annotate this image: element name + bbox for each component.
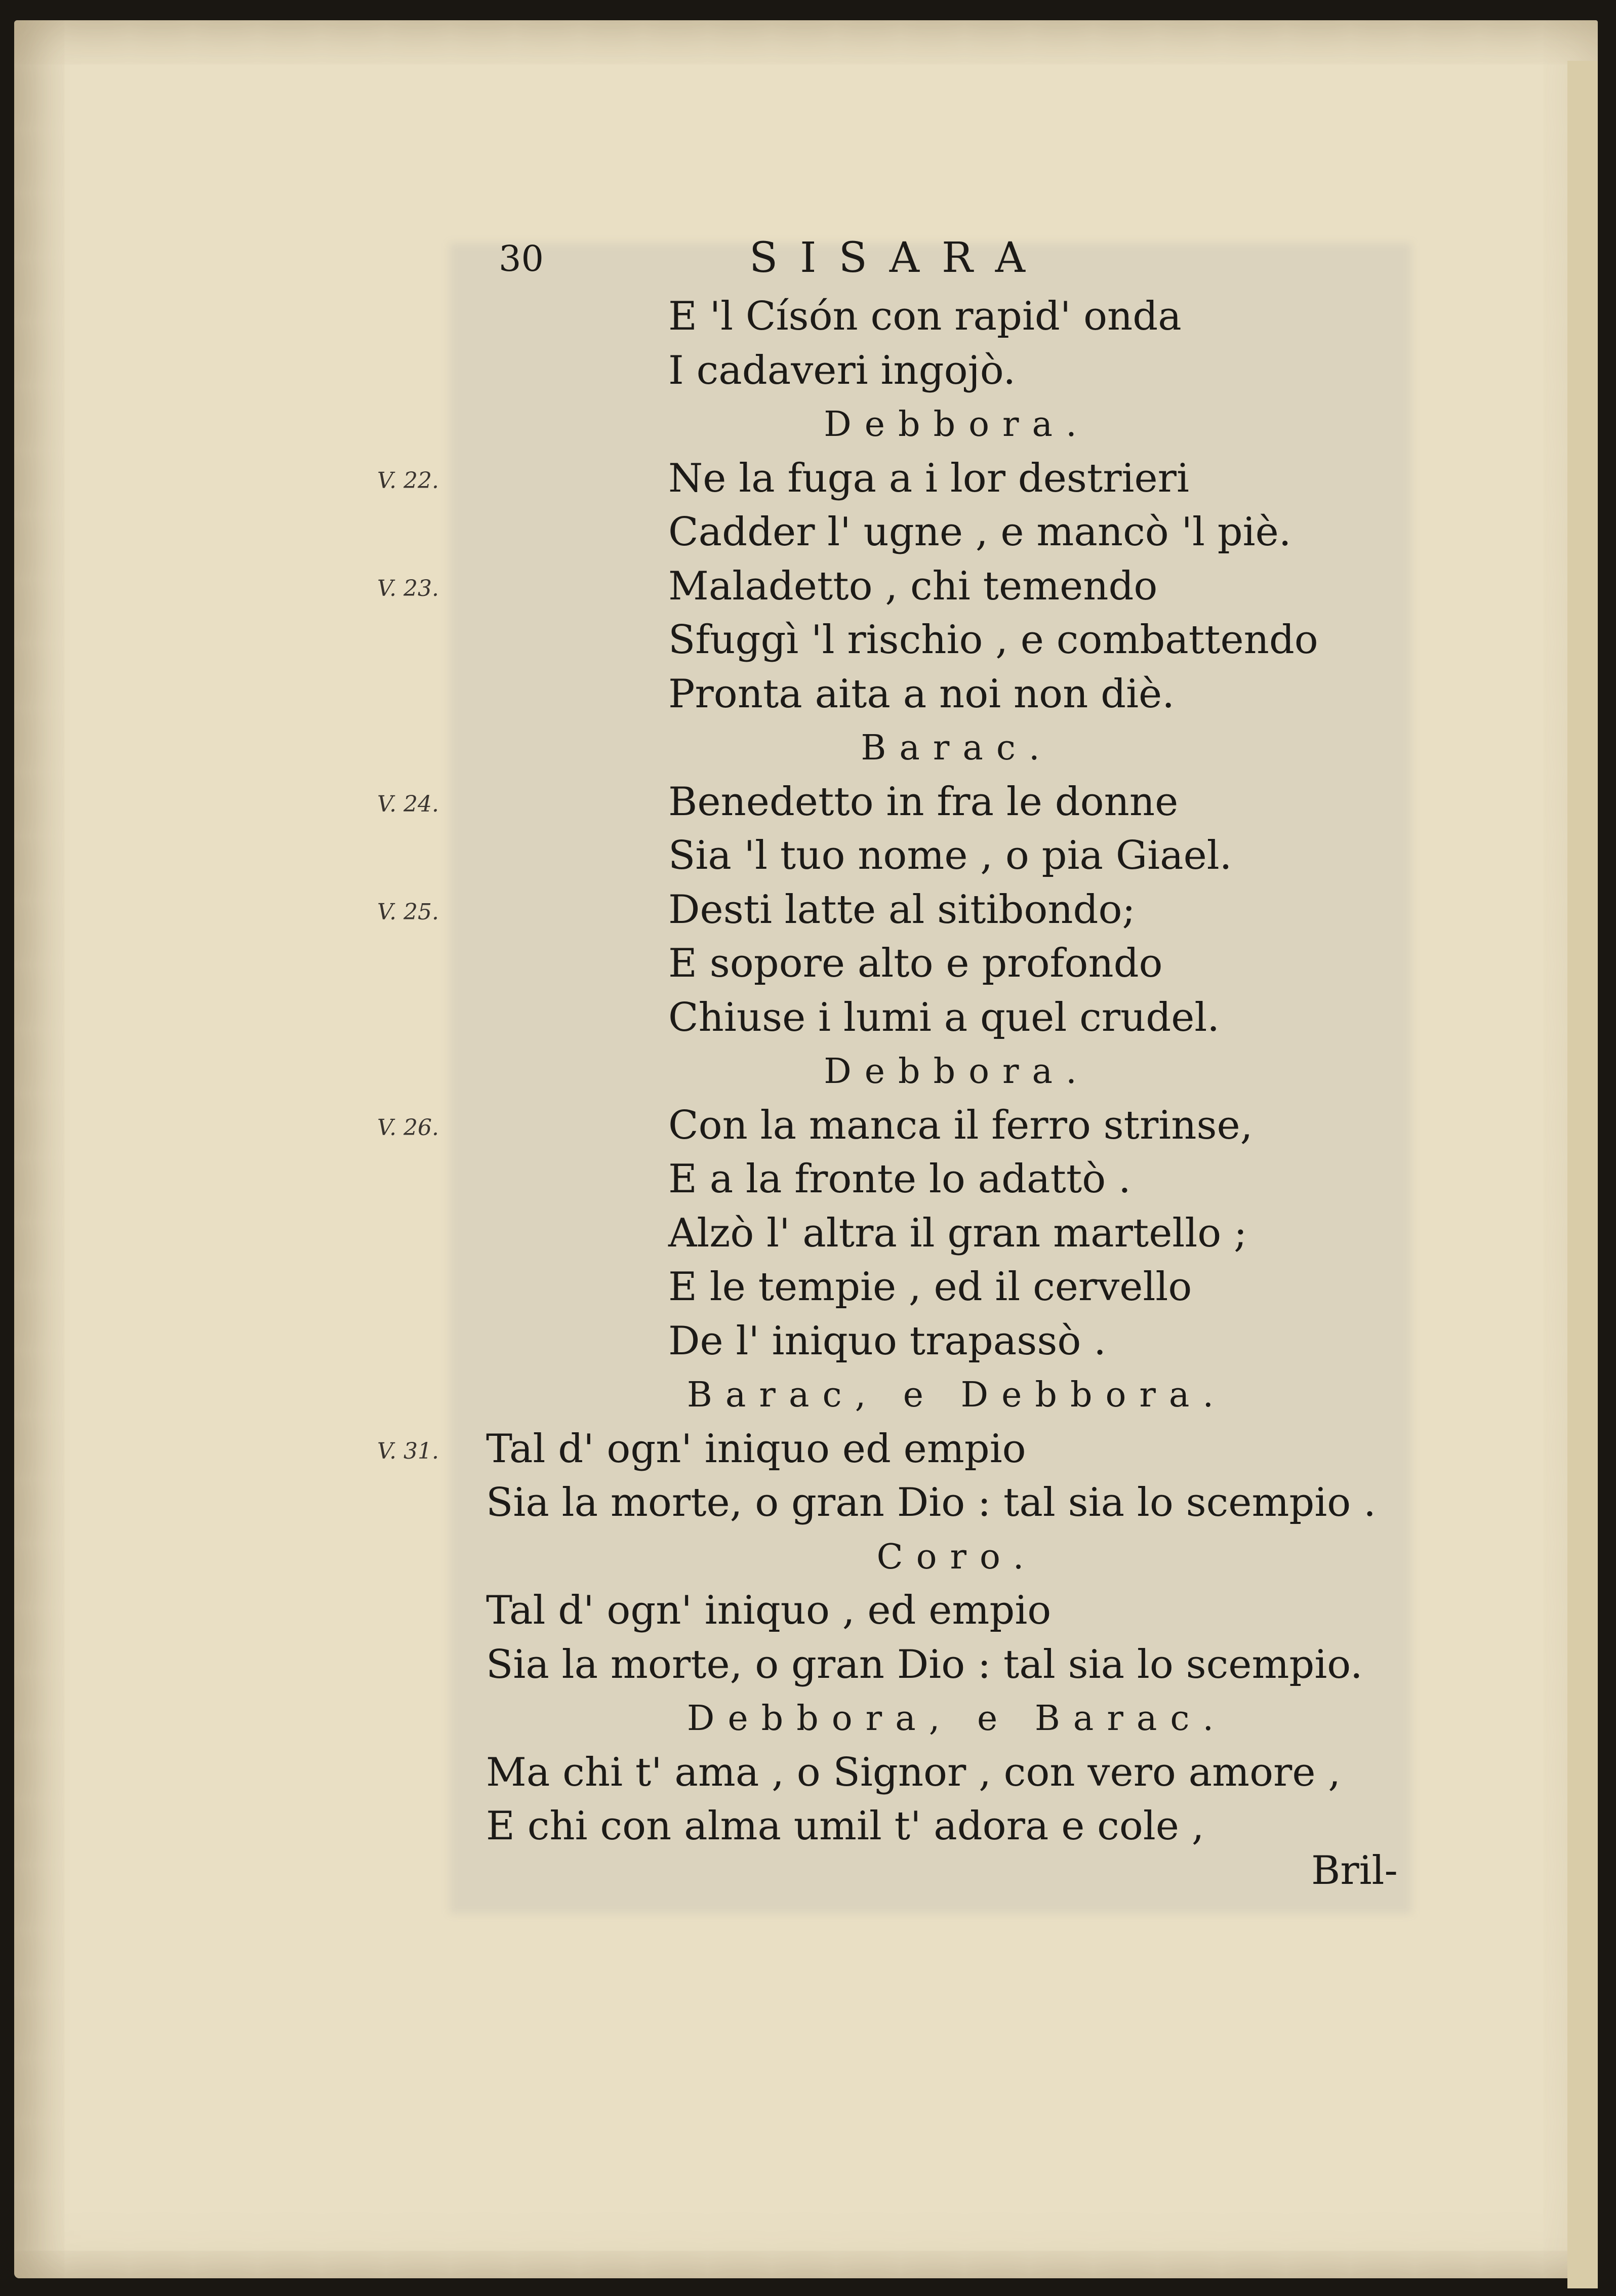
verse-reference: V. 26. — [377, 1114, 439, 1141]
verse-line: Cadder l' ugne , e mancò 'l piè. — [668, 509, 1291, 555]
verse-line: Sia 'l tuo nome , o pia Giael. — [668, 833, 1232, 878]
speaker-label: Coro. — [876, 1537, 1037, 1577]
speaker-label: Barac. — [861, 728, 1053, 768]
verse-line: Desti latte al sitibondo; — [668, 887, 1136, 933]
speaker-label: Barac, e Debbora. — [686, 1375, 1227, 1415]
verse-line: Sfuggì 'l rischio , e combattendo — [668, 617, 1318, 663]
speaker-label: Debbora. — [824, 405, 1090, 445]
verse-line: E sopore alto e profondo — [668, 941, 1163, 986]
verse-line: Pronta aita a noi non diè. — [668, 671, 1175, 717]
verse-reference: V. 24. — [377, 791, 439, 817]
verse-line: Ma chi t' ama , o Signor , con vero amore , — [486, 1749, 1341, 1795]
verse-line: E 'l Císón con rapid' onda — [668, 294, 1182, 339]
verse-line: Chiuse i lumi a quel crudel. — [668, 994, 1220, 1040]
catchword: Bril- — [1311, 1848, 1398, 1894]
verse-line: Con la manca il ferro strinse, — [668, 1102, 1253, 1148]
verse-line: E chi con alma umil t' adora e cole , — [486, 1803, 1204, 1849]
verse-line: E le tempie , ed il cervello — [668, 1264, 1192, 1310]
verse-reference: V. 23. — [377, 575, 439, 601]
verse-line: Sia la morte, o gran Dio : tal sia lo scempio. — [486, 1641, 1363, 1687]
verse-line: Maladetto , chi temendo — [668, 563, 1158, 609]
speaker-label: Debbora. — [824, 1052, 1090, 1092]
verse-line: De l' iniquo trapassò . — [668, 1318, 1106, 1364]
verse-line: Benedetto in fra le donne — [668, 779, 1179, 825]
speaker-label: Debbora, e Barac. — [686, 1699, 1227, 1739]
verse-reference: V. 31. — [377, 1438, 439, 1464]
verse-line: Tal d' ogn' iniquo ed empio — [486, 1426, 1026, 1472]
page-edge — [1567, 61, 1598, 2288]
verse-reference: V. 25. — [377, 899, 439, 925]
verse-line: Sia la morte, o gran Dio : tal sia lo scempio . — [486, 1480, 1376, 1525]
page-number: 30 — [499, 238, 544, 279]
running-title: SISARA — [749, 234, 1047, 282]
verse-line: I cadaveri ingojò. — [668, 347, 1016, 393]
verse-line: Alzò l' altra il gran martello ; — [668, 1210, 1247, 1256]
verse-line: Ne la fuga a i lor destrieri — [668, 455, 1189, 501]
verse-reference: V. 22. — [377, 467, 439, 494]
verse-line: Tal d' ogn' iniquo , ed empio — [486, 1588, 1052, 1633]
verse-line: E a la fronte lo adattò . — [668, 1156, 1131, 1202]
